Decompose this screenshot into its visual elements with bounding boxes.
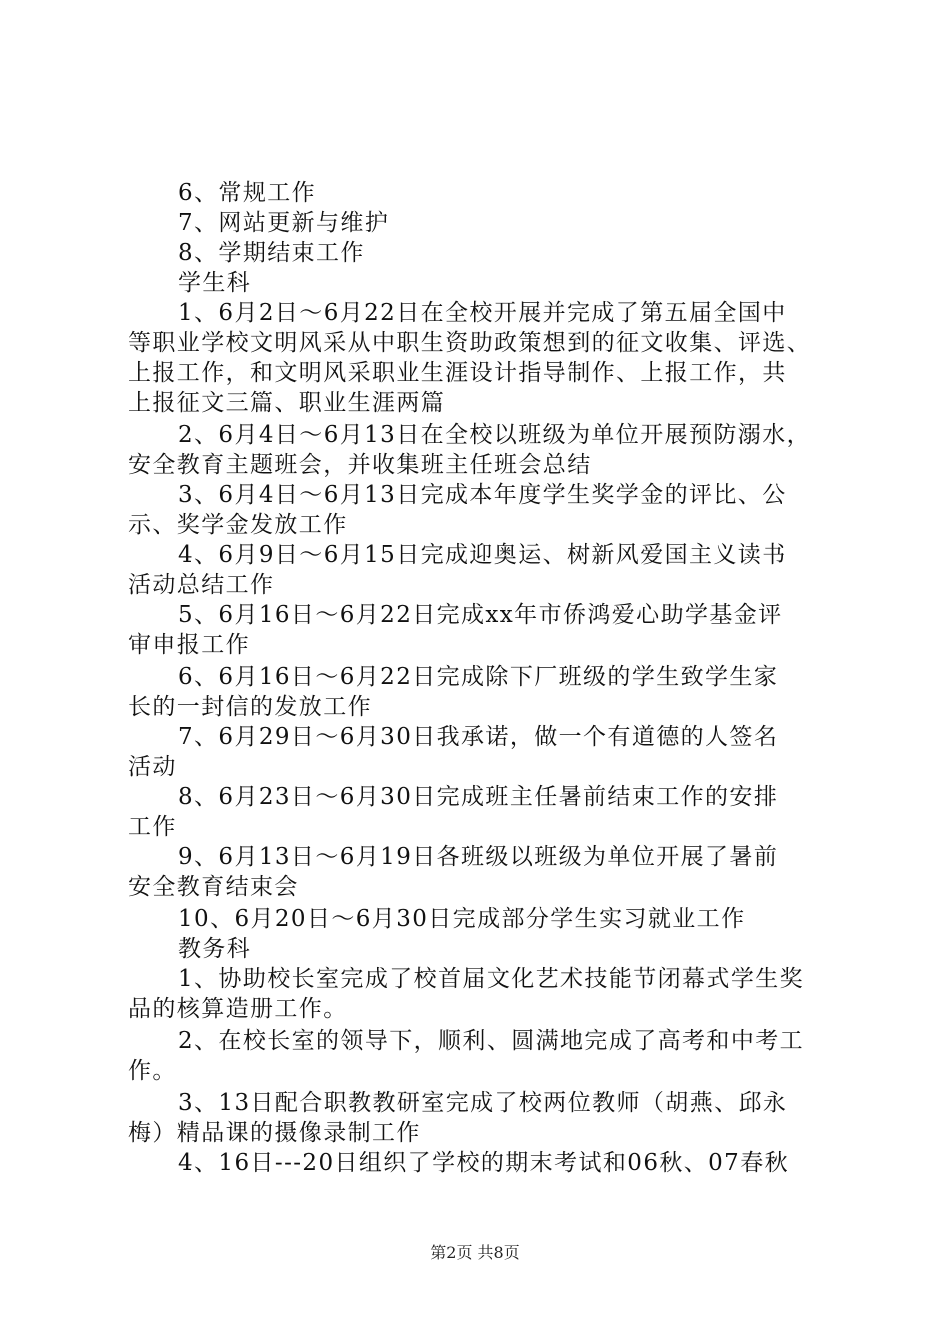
text-line: 上报工作，和文明风采职业生涯设计指导制作、上报工作，共 [128, 360, 787, 386]
text-line: 长的一封信的发放工作 [128, 694, 372, 720]
text-line: 4、16日---20日组织了学校的期末考试和06秋、07春秋 [178, 1150, 790, 1176]
text-line: 工作 [128, 814, 177, 840]
page-number-footer: 第2页 共8页 [430, 1243, 520, 1262]
text-line: 上报征文三篇、职业生涯两篇 [128, 390, 446, 416]
text-line: 示、奖学金发放工作 [128, 512, 348, 538]
text-line: 活动总结工作 [128, 572, 275, 598]
text-line: 7、6月29日～6月30日我承诺，做一个有道德的人签名 [178, 724, 779, 750]
text-line: 5、6月16日～6月22日完成xx年市侨鸿爱心助学基金评 [178, 602, 783, 628]
text-line: 10、6月20日～6月30日完成部分学生实习就业工作 [178, 906, 746, 932]
text-line: 审申报工作 [128, 632, 250, 658]
text-line: 作。 [128, 1058, 177, 1084]
text-line: 3、13日配合职教教研室完成了校两位教师（胡燕、邱永 [178, 1090, 788, 1116]
text-line: 3、6月4日～6月13日完成本年度学生奖学金的评比、公 [178, 482, 787, 508]
text-line: 2、在校长室的领导下，顺利、圆满地完成了高考和中考工 [178, 1028, 805, 1054]
text-line: 7、网站更新与维护 [178, 210, 390, 236]
text-line: 梅）精品课的摄像录制工作 [128, 1120, 421, 1146]
text-line: 6、常规工作 [178, 180, 317, 206]
text-line: 8、6月23日～6月30日完成班主任暑前结束工作的安排 [178, 784, 779, 810]
text-line: 9、6月13日～6月19日各班级以班级为单位开展了暑前 [178, 844, 779, 870]
text-line: 安全教育结束会 [128, 874, 299, 900]
text-line: 4、6月9日～6月15日完成迎奥运、树新风爱国主义读书 [178, 542, 787, 568]
text-line: 1、6月2日～6月22日在全校开展并完成了第五届全国中 [178, 300, 787, 326]
text-line: 等职业学校文明风采从中职生资助政策想到的征文收集、评选、 [128, 330, 812, 356]
text-line: 活动 [128, 754, 177, 780]
text-line: 安全教育主题班会，并收集班主任班会总结 [128, 452, 592, 478]
text-line: 品的核算造册工作。 [128, 996, 348, 1022]
text-line: 8、学期结束工作 [178, 240, 365, 266]
text-line: 1、协助校长室完成了校首届文化艺术技能节闭幕式学生奖 [178, 966, 805, 992]
text-line: 2、6月4日～6月13日在全校以班级为单位开展预防溺水， [178, 422, 811, 448]
text-line: 6、6月16日～6月22日完成除下厂班级的学生致学生家 [178, 664, 779, 690]
section-heading: 学生科 [178, 270, 252, 296]
section-heading: 教务科 [178, 936, 252, 962]
